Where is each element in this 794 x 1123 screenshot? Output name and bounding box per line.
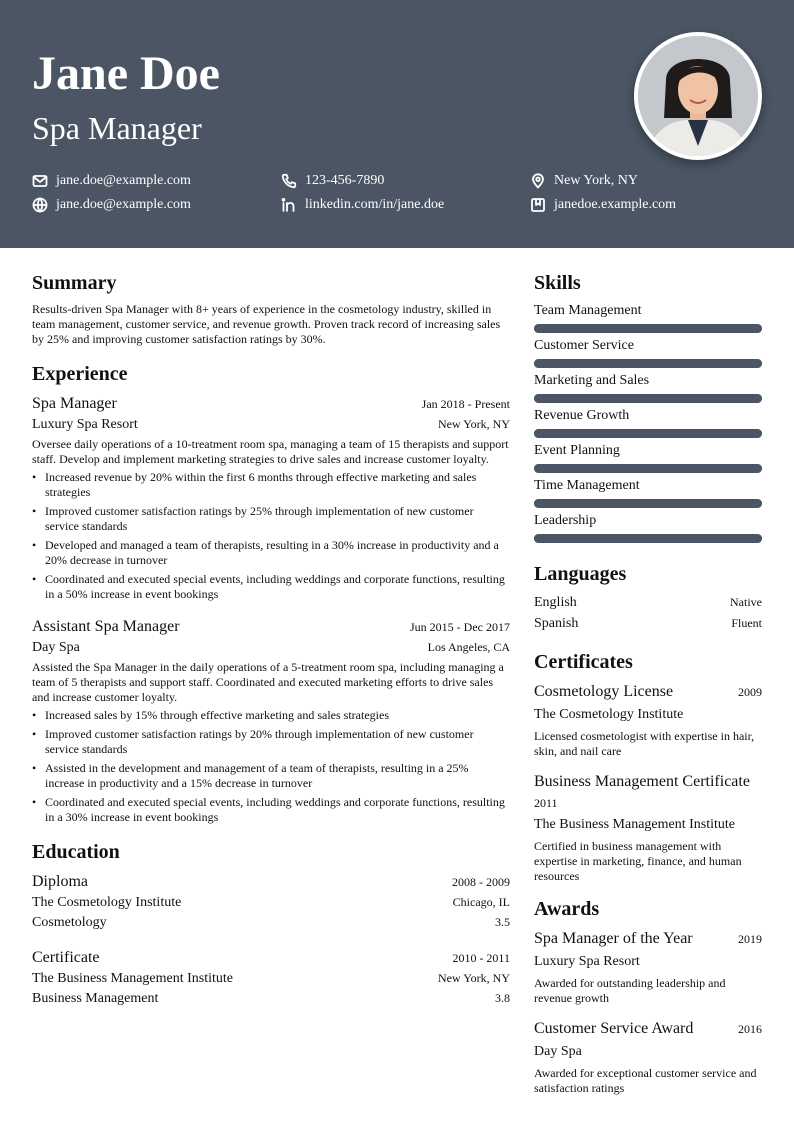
job-achievements <box>32 470 510 602</box>
skill-item <box>534 337 762 368</box>
certificate-description: Licensed cosmetologist with expertise in hair, skin, and nail care <box>534 729 755 758</box>
award-item <box>534 1018 762 1096</box>
education-entry <box>32 947 510 1009</box>
edu-field: Cosmetology <box>32 915 107 930</box>
achievement-item: • Coordinated and executed special events, including weddings and corporate functions, resulting in a 30% increase in event bookings <box>32 795 510 825</box>
achievement-item: • Developed and managed a team of therapists, resulting in a 30% increase in productivity and a 20% decrease in turnover <box>32 538 510 568</box>
award-description: Awarded for exceptional customer service and satisfaction ratings <box>534 1066 757 1095</box>
job-entry <box>32 393 510 602</box>
award-title: Customer Service Award <box>534 1020 694 1037</box>
job-title: Spa Manager <box>32 395 117 412</box>
contact-list <box>32 172 762 214</box>
contact-website-text: janedoe.example.com <box>554 197 677 212</box>
contact-web-email[interactable] <box>32 196 281 214</box>
contact-location-text: New York, NY <box>554 173 639 188</box>
skill-item <box>534 372 762 403</box>
certificate-title: Business Management Certificate <box>534 773 750 790</box>
skills-heading: Skills <box>534 272 581 294</box>
education-section <box>32 839 510 1009</box>
edu-gpa: 3.5 <box>495 915 510 929</box>
certificate-item <box>534 771 762 884</box>
achievement-item: • Increased revenue by 20% within the first 6 months through effective marketing and sales strategies <box>32 470 510 500</box>
job-location: New York, NY <box>437 417 510 431</box>
award-year: 2019 <box>738 932 762 946</box>
skills-section <box>534 270 762 543</box>
experience-section <box>32 361 510 825</box>
left-column <box>32 270 510 1023</box>
mail-icon <box>32 173 48 189</box>
certificates-heading: Certificates <box>534 651 633 673</box>
contact-linkedin[interactable] <box>281 196 530 214</box>
certificate-title: Cosmetology License <box>534 683 674 700</box>
contact-location <box>530 172 762 190</box>
certificate-year: 2011 <box>534 796 558 810</box>
globe-icon <box>32 197 48 213</box>
skill-bar <box>534 464 762 473</box>
phone-icon <box>281 173 297 189</box>
edu-degree: Diploma <box>32 873 88 890</box>
experience-heading: Experience <box>32 363 128 385</box>
education-entry <box>32 871 510 933</box>
skill-item <box>534 407 762 438</box>
contact-linkedin-text: linkedin.com/in/jane.doe <box>305 197 445 212</box>
summary-section <box>32 270 510 347</box>
language-item <box>534 614 762 633</box>
summary-text: Results-driven Spa Manager with 8+ years of experience in the cosmetology industry, skilled in team management, customer service, and revenue growth. Proven track record of increasing sales by 25% and improving customer satisfaction ratings by 30%. <box>32 302 501 346</box>
right-column <box>534 270 762 1108</box>
achievement-item: • Coordinated and executed special events, including weddings and corporate functions, resulting in a 50% increase in event bookings <box>32 572 510 602</box>
language-level: Fluent <box>731 616 762 630</box>
skill-bar <box>534 324 762 333</box>
job-dates: Jan 2018 - Present <box>421 397 510 411</box>
edu-school: The Business Management Institute <box>32 971 234 986</box>
language-level: Native <box>730 595 762 609</box>
skill-name: Revenue Growth <box>534 408 630 423</box>
skill-bar <box>534 359 762 368</box>
language-name: Spanish <box>534 616 579 631</box>
candidate-role: Spa Manager <box>32 110 202 146</box>
skill-item <box>534 302 762 333</box>
location-pin-icon <box>530 173 546 189</box>
certificate-year: 2009 <box>738 685 762 699</box>
edu-dates: 2010 - 2011 <box>452 951 510 965</box>
linkedin-icon <box>281 197 297 213</box>
job-description: Oversee daily operations of a 10-treatment room spa, managing a team of 15 therapists and support staff. Develop and implement marketing strategies to drive sales and increase customer loyalty. <box>32 437 509 466</box>
certificate-org: The Business Management Institute <box>534 817 736 832</box>
edu-dates: 2008 - 2009 <box>452 875 510 889</box>
edu-location: New York, NY <box>437 971 510 985</box>
achievement-item: • Assisted in the development and management of a team of therapists, resulting in a 25% increase in productivity and a 15% decrease in turnover <box>32 761 510 791</box>
certificates-section <box>534 649 762 884</box>
achievement-item: • Improved customer satisfaction ratings by 25% through implementation of new customer service standards <box>32 504 510 534</box>
certificate-description: Certified in business management with expertise in marketing, finance, and human resources <box>534 839 742 883</box>
skill-name: Leadership <box>534 513 597 528</box>
skill-bar <box>534 429 762 438</box>
edu-degree: Certificate <box>32 949 100 966</box>
award-description: Awarded for outstanding leadership and revenue growth <box>534 976 726 1005</box>
award-org: Day Spa <box>534 1044 582 1059</box>
award-item <box>534 928 762 1006</box>
award-title: Spa Manager of the Year <box>534 930 693 947</box>
job-achievements <box>32 708 510 825</box>
skill-item <box>534 477 762 508</box>
languages-heading: Languages <box>534 563 627 585</box>
edu-gpa: 3.8 <box>495 991 510 1005</box>
summary-heading: Summary <box>32 272 117 294</box>
profile-photo <box>634 32 762 160</box>
contact-email[interactable] <box>32 172 281 190</box>
contact-web-email-text: jane.doe@example.com <box>56 197 191 212</box>
language-item <box>534 593 762 612</box>
award-year: 2016 <box>738 1022 762 1036</box>
contact-phone-text: 123-456-7890 <box>305 173 385 188</box>
skill-bar <box>534 534 762 543</box>
edu-school: The Cosmetology Institute <box>32 895 182 910</box>
job-location: Los Angeles, CA <box>427 640 510 654</box>
contact-email-text: jane.doe@example.com <box>56 173 191 188</box>
candidate-name: Jane Doe <box>32 47 220 100</box>
job-company: Luxury Spa Resort <box>32 417 138 432</box>
job-company: Day Spa <box>32 640 80 655</box>
job-description: Assisted the Spa Manager in the daily operations of a 5-treatment room spa, including managing a team of 5 therapists and support staff. Coordinated and executed marketing efforts to drive sales and increase customer loyalty. <box>32 660 504 704</box>
skill-bar <box>534 499 762 508</box>
skill-name: Marketing and Sales <box>534 373 650 388</box>
contact-phone[interactable] <box>281 172 530 190</box>
certificate-item <box>534 681 762 759</box>
skill-item <box>534 512 762 543</box>
job-dates: Jun 2015 - Dec 2017 <box>410 620 510 634</box>
skill-bar <box>534 394 762 403</box>
achievement-item: • Increased sales by 15% through effective marketing and sales strategies <box>32 708 510 723</box>
skill-name: Customer Service <box>534 338 634 353</box>
language-name: English <box>534 595 577 610</box>
contact-website[interactable] <box>530 196 762 214</box>
award-org: Luxury Spa Resort <box>534 954 640 969</box>
education-heading: Education <box>32 841 120 863</box>
job-entry <box>32 616 510 825</box>
website-icon <box>530 197 546 213</box>
edu-location: Chicago, IL <box>452 895 510 909</box>
skill-name: Team Management <box>534 303 642 318</box>
skill-name: Event Planning <box>534 443 620 458</box>
edu-field: Business Management <box>32 991 159 1006</box>
skill-name: Time Management <box>534 478 640 493</box>
awards-heading: Awards <box>534 898 600 920</box>
certificate-org: The Cosmetology Institute <box>534 707 684 722</box>
job-title: Assistant Spa Manager <box>32 618 180 635</box>
skill-item <box>534 442 762 473</box>
awards-section <box>534 896 762 1096</box>
resume-header <box>0 0 794 248</box>
achievement-item: • Improved customer satisfaction ratings by 20% through implementation of new customer service standards <box>32 727 510 757</box>
languages-section <box>534 561 762 633</box>
